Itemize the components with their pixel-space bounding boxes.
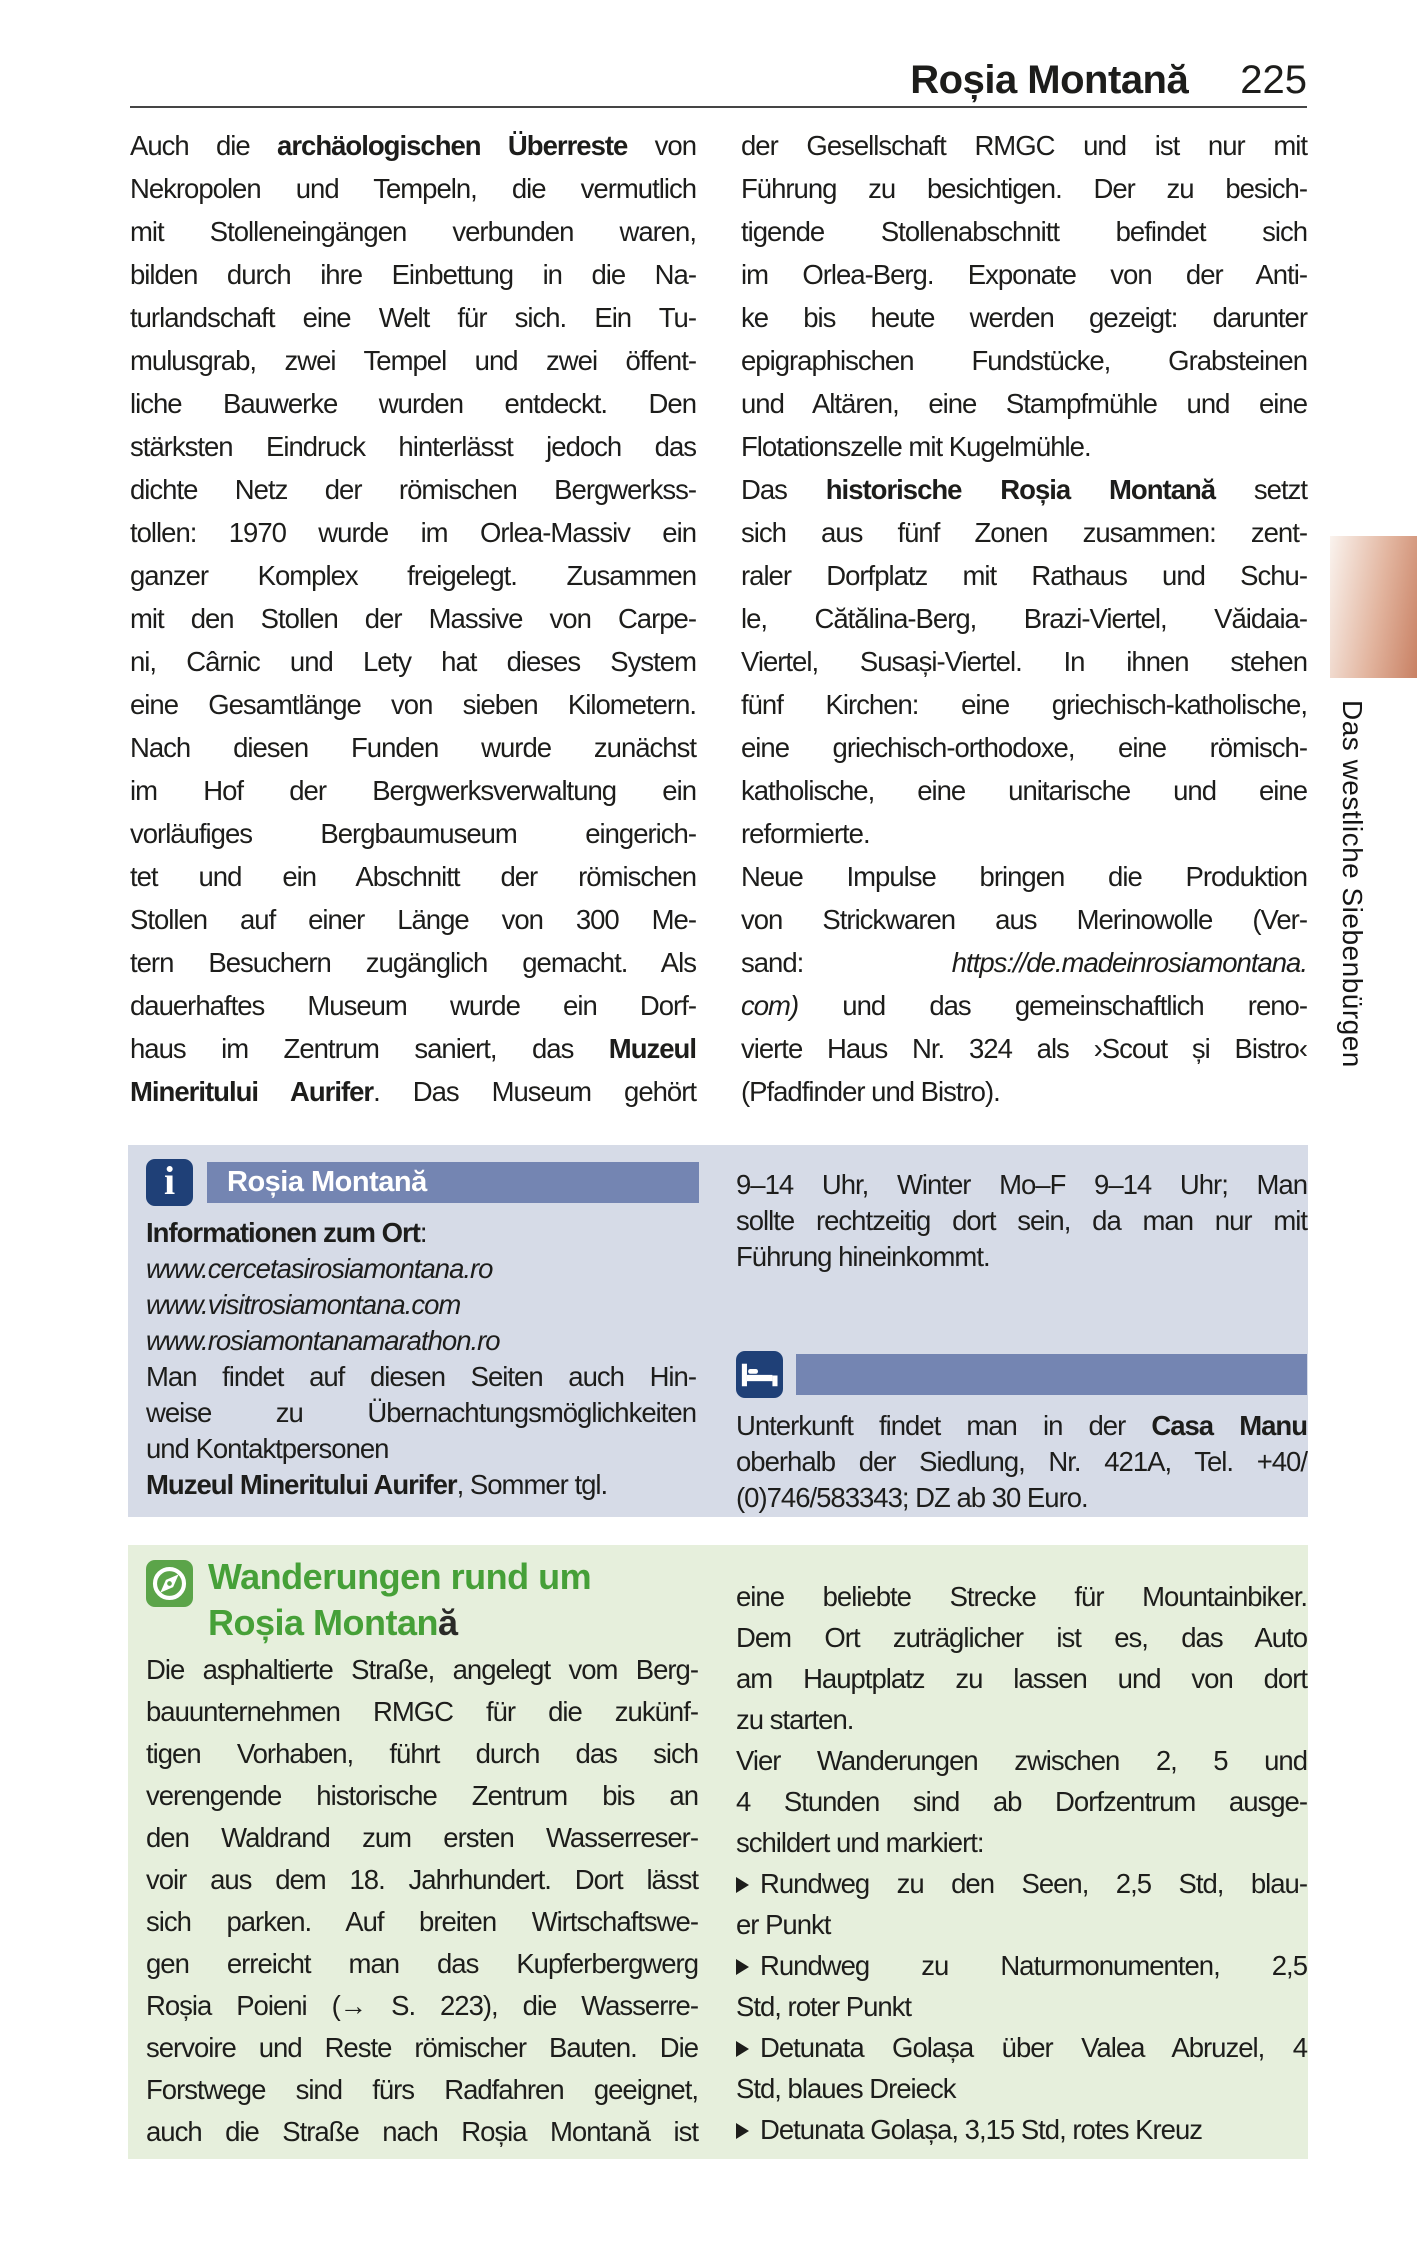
text-line: Muzeul Mineritului Aurifer, Sommer tgl. <box>146 1469 608 1500</box>
text-line: vierte Haus Nr. 324 als ›Scout și Bistro‹ <box>741 1033 1307 1064</box>
text-line: Detunata Golașa über Valea Abruzel, 4 <box>736 2027 1307 2068</box>
text-line: den Waldrand zum ersten Wasserreser- <box>146 1822 698 1853</box>
info-box-right-column-bottom <box>736 1408 1307 1516</box>
page-number: 225 <box>1240 58 1307 102</box>
info-box-title: Roșia Montană <box>207 1162 699 1203</box>
text-line: er Punkt <box>736 1909 831 1940</box>
text-line: Führung hineinkommt. <box>736 1241 990 1272</box>
text-line: Nach diesen Funden wurde zunächst <box>130 732 696 763</box>
text-line: Roșia Poieni (→ S. 223), die Wasserre- <box>146 1990 698 2021</box>
text-line: www.visitrosiamontana.com <box>146 1289 461 1320</box>
article-right-column <box>741 124 1307 1113</box>
text-line: 9–14 Uhr, Winter Mo–F 9–14 Uhr; Man <box>736 1169 1307 1200</box>
text-line: sich aus fünf Zonen zusammen: zent- <box>741 517 1307 548</box>
text-line: dauerhaftes Museum wurde ein Dorf- <box>130 990 696 1021</box>
text-line: ni, Cârnic und Lety hat dieses System <box>130 646 696 677</box>
info-box <box>128 1145 1308 1517</box>
text-line: com) und das gemeinschaftlich reno- <box>741 990 1307 1021</box>
text-line: bilden durch ihre Einbettung in die Na- <box>130 259 696 290</box>
text-line: Rundweg zu Naturmonumenten, 2,5 <box>736 1945 1307 1986</box>
text-line: liche Bauwerke wurden entdeckt. Den <box>130 388 696 419</box>
text-line: Dem Ort zuträglicher ist es, das Auto <box>736 1622 1307 1653</box>
text-line: Die asphaltierte Straße, angelegt vom Berg- <box>146 1654 698 1685</box>
text-line: tern Besuchern zugänglich gemacht. Als <box>130 947 696 978</box>
chapter-vertical-label: Das westliche Siebenbürgen <box>1337 700 1368 1068</box>
bullet-triangle-icon <box>736 1877 749 1893</box>
text-line: der Gesellschaft RMGC und ist nur mit <box>741 130 1307 161</box>
header-rule <box>130 106 1307 108</box>
text-line: Forstwege sind fürs Radfahren geeignet, <box>146 2074 698 2105</box>
text-line: am Hauptplatz zu lassen und von dort <box>736 1663 1307 1694</box>
bullet-triangle-icon <box>736 1959 749 1975</box>
text-line: raler Dorfplatz mit Rathaus und Schu- <box>741 560 1307 591</box>
accommodation-bar <box>796 1354 1307 1395</box>
text-line: eine beliebte Strecke für Mountainbiker. <box>736 1581 1307 1612</box>
text-line: im Orlea-Berg. Exponate von der Anti- <box>741 259 1307 290</box>
text-line: Das historische Roșia Montană setzt <box>741 474 1307 505</box>
hiking-box-title: Wanderungen rund um Roșia Montană <box>208 1556 592 1643</box>
text-line: 4 Stunden sind ab Dorfzentrum ausge- <box>736 1786 1307 1817</box>
text-line: Detunata Golașa, 3,15 Std, rotes Kreuz <box>736 2109 1307 2150</box>
text-line: Informationen zum Ort: <box>146 1217 427 1248</box>
text-line: Flotationszelle mit Kugelmühle. <box>741 431 1091 462</box>
text-line: Std, blaues Dreieck <box>736 2073 956 2104</box>
info-box-left-column <box>146 1215 696 1503</box>
text-line: (0)746/583343; DZ ab 30 Euro. <box>736 1482 1088 1513</box>
text-line: voir aus dem 18. Jahrhundert. Dort lässt <box>146 1864 698 1895</box>
text-line: haus im Zentrum saniert, das Muzeul <box>130 1033 696 1064</box>
text-line: Man findet auf diesen Seiten auch Hin- <box>146 1361 696 1392</box>
text-line: mit den Stollen der Massive von Carpe- <box>130 603 696 634</box>
text-line: Führung zu besichtigen. Der zu besich- <box>741 173 1307 204</box>
text-line: eine griechisch-orthodoxe, eine römisch- <box>741 732 1307 763</box>
text-line: Std, roter Punkt <box>736 1991 912 2022</box>
text-line: fünf Kirchen: eine griechisch-katholische, <box>741 689 1307 720</box>
text-line: katholische, eine unitarische und eine <box>741 775 1307 806</box>
text-line: www.cercetasirosiamontana.ro <box>146 1253 493 1284</box>
text-line: le, Cătălina-Berg, Brazi-Viertel, Văidaia- <box>741 603 1307 634</box>
page-title: Roșia Montană <box>910 58 1189 102</box>
compass-icon <box>146 1560 193 1607</box>
text-line: verengende historische Zentrum bis an <box>146 1780 698 1811</box>
text-line: turlandschaft eine Welt für sich. Ein Tu- <box>130 302 696 333</box>
text-line: Mineritului Aurifer. Das Museum gehört <box>130 1076 696 1107</box>
info-icon: i <box>146 1159 193 1206</box>
text-line: dichte Netz der römischen Bergwerkss- <box>130 474 696 505</box>
chapter-color-tab <box>1330 536 1417 678</box>
text-line: schildert und markiert: <box>736 1827 984 1858</box>
text-line: von Strickwaren aus Merinowolle (Ver- <box>741 904 1307 935</box>
text-line: Neue Impulse bringen die Produktion <box>741 861 1307 892</box>
text-line: auch die Straße nach Roșia Montană ist <box>146 2116 698 2147</box>
bullet-triangle-icon <box>736 2041 749 2057</box>
text-line: reformierte. <box>741 818 870 849</box>
bullet-triangle-icon <box>736 2123 749 2139</box>
text-line: (Pfadfinder und Bistro). <box>741 1076 1000 1107</box>
hiking-box-right-column <box>736 1576 1307 2150</box>
text-line: mulusgrab, zwei Tempel und zwei öffent- <box>130 345 696 376</box>
text-line: tigen Vorhaben, führt durch das sich <box>146 1738 698 1769</box>
text-line: Viertel, Susași-Viertel. In ihnen stehen <box>741 646 1307 677</box>
hiking-box <box>128 1545 1308 2159</box>
text-line: ganzer Komplex freigelegt. Zusammen <box>130 560 696 591</box>
hiking-box-left-column <box>146 1649 698 2153</box>
text-line: tet und ein Abschnitt der römischen <box>130 861 696 892</box>
text-line: und Kontaktpersonen <box>146 1433 389 1464</box>
text-line: sollte rechtzeitig dort sein, da man nur mit <box>736 1205 1307 1236</box>
article-left-column <box>130 124 696 1113</box>
text-line: Rundweg zu den Seen, 2,5 Std, blau- <box>736 1863 1307 1904</box>
text-line: tollen: 1970 wurde im Orlea-Massiv ein <box>130 517 696 548</box>
text-line: eine Gesamtlänge von sieben Kilometern. <box>130 689 696 720</box>
text-line: vorläufiges Bergbaumuseum eingerich- <box>130 818 696 849</box>
text-line: Nekropolen und Tempeln, die vermutlich <box>130 173 696 204</box>
text-line: epigraphischen Fundstücke, Grabsteinen <box>741 345 1307 376</box>
text-line: oberhalb der Siedlung, Nr. 421A, Tel. +40/ <box>736 1446 1307 1477</box>
text-line: www.rosiamontanamarathon.ro <box>146 1325 500 1356</box>
text-line: weise zu Übernachtungsmöglichkeiten <box>146 1397 696 1428</box>
text-line: mit Stolleneingängen verbunden waren, <box>130 216 696 247</box>
text-line: Stollen auf einer Länge von 300 Me- <box>130 904 696 935</box>
text-line: stärksten Eindruck hinterlässt jedoch das <box>130 431 696 462</box>
text-line: ke bis heute werden gezeigt: darunter <box>741 302 1307 333</box>
text-line: tigende Stollenabschnitt befindet sich <box>741 216 1307 247</box>
text-line: sand: https://de.madeinrosiamontana. <box>741 947 1307 978</box>
text-line: gen erreicht man das Kupferbergwerg <box>146 1948 698 1979</box>
text-line: Auch die archäologischen Überreste von <box>130 130 696 161</box>
text-line: bauunternehmen RMGC für die zukünf- <box>146 1696 698 1727</box>
text-line: zu starten. <box>736 1704 854 1735</box>
text-line: sich parken. Auf breiten Wirtschaftswe- <box>146 1906 698 1937</box>
page-header <box>130 58 1307 104</box>
text-line: Unterkunft findet man in der Casa Manu <box>736 1410 1307 1441</box>
text-line: Vier Wanderungen zwischen 2, 5 und <box>736 1745 1307 1776</box>
text-line: servoire und Reste römischer Bauten. Die <box>146 2032 698 2063</box>
text-line: und Altären, eine Stampfmühle und eine <box>741 388 1307 419</box>
bed-icon <box>736 1351 783 1398</box>
text-line: im Hof der Bergwerksverwaltung ein <box>130 775 696 806</box>
info-box-right-column-top <box>736 1167 1307 1275</box>
